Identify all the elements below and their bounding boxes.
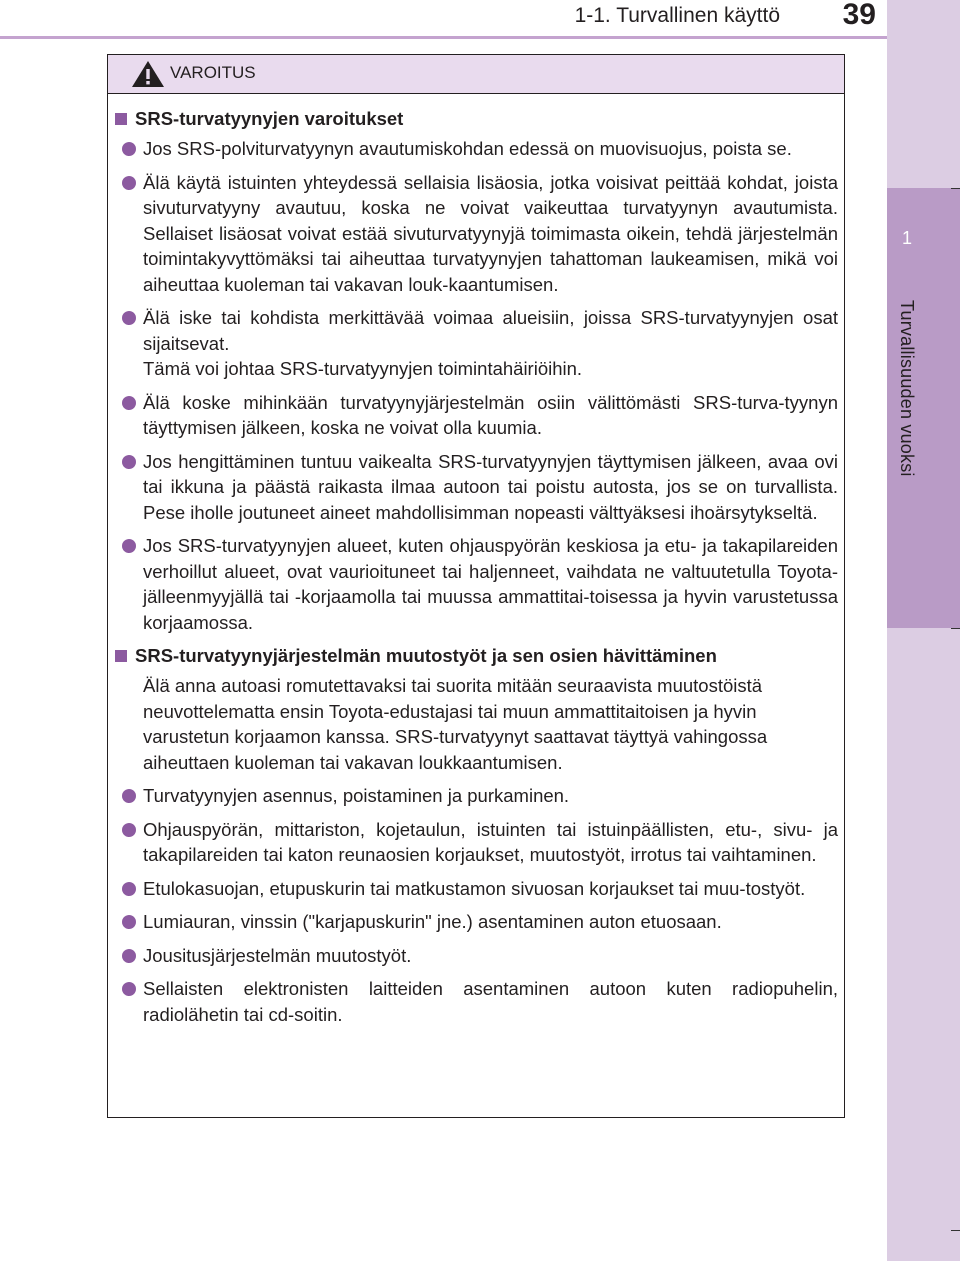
item-text: Jousitusjärjestelmän muutostyöt. — [143, 944, 412, 966]
section-marker-icon — [115, 650, 127, 662]
warning-header — [108, 55, 844, 94]
item-text: Älä käytä istuinten yhteydessä sellaisia lisäosia, jotka voisivat peittää kohdat, joista sivuturvatyyny avautuu, koska ne voivat vaikeuttaa turvatyynyn avautumista. Sellaiset lisäosat voivat estää sivuturvatyynyjä toimimasta oikein, tehdä järjestelmän toimintakyvyttömäksi tai aiheuttaa turvatyynyjen tahattoman laukeamisen, mikä voi aiheuttaa kuoleman tai vakavan louk-kaantumisen. — [143, 171, 838, 295]
warning-body — [108, 94, 844, 1027]
item-text: Jos hengittäminen tuntuu vaikealta SRS-turvatyynyjen täyttymisen jälkeen, avaa ovi tai ikkuna ja päästä raikasta ilmaa autoon tai poistu autosta, jos se on turvallista. Pese iholle joutuneet aineet mahdollisimman nopeasti välttyäksesi ihoärsytykseltä. — [143, 450, 838, 523]
section-marker-icon — [115, 113, 127, 125]
item-text-main: Älä iske tai kohdista merkittävää voimaa alueisiin, joissa SRS-turvatyynyjen osat sijaitsevat. — [143, 307, 838, 354]
section-heading — [115, 106, 838, 132]
list-item — [115, 390, 838, 441]
section-heading — [115, 643, 838, 669]
bullet-icon — [122, 455, 136, 469]
bullet-icon — [122, 982, 136, 996]
list-item — [115, 876, 838, 902]
section-title: SRS-turvatyynyjärjestelmän muutostyöt ja sen osien hävittäminen — [135, 645, 717, 666]
list-item — [115, 943, 838, 969]
bullet-icon — [122, 539, 136, 553]
bullet-icon — [122, 789, 136, 803]
item-text: Ohjauspyörän, mittariston, kojetaulun, istuinten tai istuinpäällisten, etu-, sivu- ja takapilareiden tai katon reunaosien korjaukset, muutostyöt, irrotus tai vaihtaminen. — [143, 818, 838, 865]
item-text: Jos SRS-polviturvatyynyn avautumiskohdan edessä on muovisuojus, poista se. — [143, 138, 792, 159]
item-text-note: Tämä voi johtaa SRS-turvatyynyjen toimintahäiriöihin. — [143, 358, 583, 379]
crop-mark — [951, 1230, 960, 1231]
section-title: SRS-turvatyynyjen varoitukset — [135, 108, 404, 129]
header-rule — [0, 36, 887, 39]
item-text: Jos SRS-turvatyynyjen alueet, kuten ohjauspyörän keskiosa ja etu- ja takapilareiden verhoillut alueet, ovat vaurioituneet tai haljenneet, vaihdata ne valtuutetulla Toyota-jälleenmyyjällä tai -korjaamolla tai muussa ammattitai-toisessa ja hyvin varustetussa korjaamossa. — [143, 535, 838, 633]
list-item — [115, 783, 838, 809]
bullet-icon — [122, 823, 136, 837]
section-header: 1-1. Turvallinen käyttö — [574, 4, 780, 27]
list-item — [115, 170, 838, 298]
list-item — [115, 533, 838, 635]
list-item — [115, 449, 838, 526]
list-item — [115, 305, 838, 382]
bullet-icon — [122, 176, 136, 190]
list-item — [115, 909, 838, 935]
list-item — [115, 136, 838, 162]
list-item — [115, 817, 838, 868]
bullet-icon — [122, 311, 136, 325]
bullet-icon — [122, 949, 136, 963]
item-text — [143, 305, 838, 382]
item-text: Etulokasuojan, etupuskurin tai matkustamon sivuosan korjaukset tai muu-tostyöt. — [143, 877, 806, 899]
bullet-icon — [122, 142, 136, 156]
item-text: Lumiauran, vinssin ("karjapuskurin" jne.) asentaminen auton etuosaan. — [143, 911, 722, 932]
page-number: 39 — [842, 0, 876, 31]
bullet-icon — [122, 396, 136, 410]
item-text: Älä koske mihinkään turvatyynyjärjestelmän osiin välittömästi SRS-turva-tyynyn täyttymisen jälkeen, koska ne voivat olla kuumia. — [143, 391, 838, 438]
crop-mark — [951, 628, 960, 629]
section-intro: Älä anna autoasi romutettavaksi tai suorita mitään seuraavista muutostöistä neuvottelematta ensin Toyota-edustajasi tai muun ammattitaitoisen ja hyvin varustetun korjaamon kanssa. SRS-turvatyynyt saattavat täyttyä vahingossa aiheuttaen kuoleman tai vakavan loukkaantumisen. — [143, 675, 768, 773]
chapter-title: Turvallisuuden vuoksi — [897, 300, 917, 477]
warning-box — [107, 54, 845, 1118]
warning-triangle-icon — [130, 59, 166, 89]
list-item — [115, 976, 838, 1027]
crop-mark — [951, 188, 960, 189]
item-text: Sellaisten elektronisten laitteiden asentaminen autoon kuten radiopuhelin, radiolähetin tai cd-soitin. — [143, 978, 838, 1025]
chapter-number: 1 — [901, 228, 912, 248]
warning-label: VAROITUS — [170, 63, 256, 82]
bullet-icon — [122, 915, 136, 929]
bullet-icon — [122, 882, 136, 896]
item-text: Turvatyynyjen asennus, poistaminen ja purkaminen. — [143, 785, 570, 806]
